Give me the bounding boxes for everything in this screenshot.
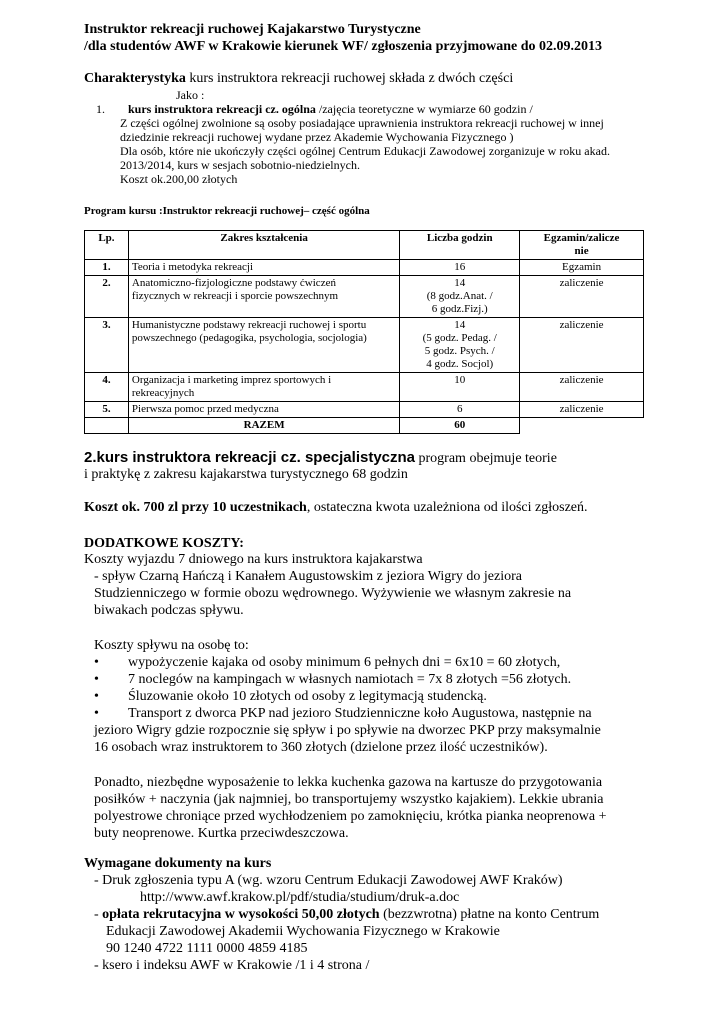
header-zakres: Zakres kształcenia [128, 231, 399, 260]
part-one-note: Dla osób, które nie ukończyły części ogólnej Centrum Edukacji Zawodowej zorganizuje w roku akad. [120, 144, 610, 158]
cell-lp: 2. [85, 276, 129, 318]
cell-zakres [128, 276, 399, 318]
cell-empty [85, 418, 129, 434]
cell-empty [520, 418, 644, 434]
cell-lp: 1. [85, 260, 129, 276]
document-subtitle: /dla studentów AWF w Krakowie kierunek WF/ zgłoszenia przyjmowane do 02.09.2013 [84, 39, 603, 54]
cell-zakres-l1: Pierwsza pomoc przed medyczna [131, 403, 279, 415]
bank-account: 90 1240 4722 1111 0000 4859 4185 [106, 941, 308, 956]
fee-amount: opłata rekrutacyjna w wysokości 50,00 złotych [102, 907, 380, 922]
document-title: Instruktor rekreacji ruchowej Kajakarstwo Turystyczne [84, 22, 421, 37]
cell-godziny [400, 373, 520, 402]
part-two-number: 2. [84, 449, 97, 466]
part-one-note: dziedzinie rekreacji ruchowej wydane przez Akademie Wychowania Fizycznego ) [120, 130, 514, 144]
extra-costs-title: DODATKOWE KOSZTY: [84, 536, 244, 551]
form-url[interactable]: http://www.awf.krakow.pl/pdf/studia/studium/druk-a.doc [140, 890, 460, 905]
cell-godziny-l3: 5 godz. Psych. / [424, 345, 495, 357]
bullet-icon: • [94, 672, 99, 687]
header-egzamin-l1: Egzamin/zalicze [543, 232, 620, 244]
program-title: Program kursu :Instruktor rekreacji ruchowej– część ogólna [84, 205, 370, 217]
cell-egzamin: Egzamin [520, 260, 644, 276]
part-one-line [128, 102, 533, 117]
cell-godziny-l2: (8 godz.Anat. / [426, 290, 493, 302]
cell-zakres [128, 260, 399, 276]
bullet-icon: • [94, 706, 99, 721]
part-one-cost: Koszt ok.200,00 złotych [120, 172, 238, 186]
bullet-icon: • [94, 655, 99, 670]
cell-godziny-l2: (5 godz. Pedag. / [422, 332, 497, 344]
part-one-note: Z części ogólnej zwolnione są osoby posiadające uprawnienia instruktora rekreacji ruchowej w innej [120, 116, 604, 130]
part-two-desc-cont: i praktykę z zakresu kajakarstwa turystycznego 68 godzin [84, 467, 408, 482]
table-row [85, 373, 644, 402]
part-two-title: kurs instruktora rekreacji cz. specjalistyczna [96, 449, 416, 466]
cell-godziny-l4: 4 godz. Socjol) [426, 358, 494, 370]
table-row [85, 260, 644, 276]
cell-godziny [400, 276, 520, 318]
table-row [85, 402, 644, 418]
cell-zakres-l1: Humanistyczne podstawy rekreacji ruchowej i sportu [131, 319, 367, 331]
cell-zakres-l1: Anatomiczno-fizjologiczne podstawy ćwiczeń [131, 277, 336, 289]
part-one-desc: /zajęcia teoretyczne w wymiarze 60 godzin / [315, 102, 533, 116]
cell-godziny-l1: 10 [454, 374, 466, 386]
extra-costs-line: Studzienniczego w formie obozu wędrownego. Wyżywienie we własnym zakresie na [94, 586, 572, 601]
document-item: - ksero i indeksu AWF w Krakowie /1 i 4 strona / [94, 958, 370, 973]
table-total-row [85, 418, 644, 434]
equipment-line: polyestrowe chroniące przed wychłodzeniem po zamoknięciu, krótka pianka neoprenowa + [94, 809, 607, 824]
part-one-title: kurs instruktora rekreacji cz. ogólna [128, 102, 316, 116]
header-egzamin [520, 231, 644, 260]
header-egzamin-l2: nie [574, 245, 589, 257]
cell-godziny-l1: 14 [454, 319, 466, 331]
cell-zakres [128, 373, 399, 402]
characteristics-label: Charakterystyka [84, 71, 186, 86]
documents-title: Wymagane dokumenty na kurs [84, 856, 272, 871]
cell-lp: 3. [85, 318, 129, 373]
header-lp: Lp. [85, 231, 129, 260]
cost-item-cont: jezioro Wigry gdzie rozpocznie się spływ i po spływie na dworzec PKP przy maksymalnie [94, 723, 601, 738]
fee-note: (bezzwrotna) płatne na konto Centrum [379, 907, 600, 922]
cost-item-cont: 16 osobach wraz instruktorem to 360 złotych (dzielone przez ilość uczestników). [94, 740, 548, 755]
equipment-line: posiłków + naczynia (jak najmniej, bo transportujemy wszystko kajakiem). Lekkie ubrania [94, 792, 604, 807]
cell-zakres [128, 318, 399, 373]
program-table [84, 230, 644, 434]
total-label: RAZEM [128, 418, 399, 434]
course-cost-note: , ostateczna kwota uzależniona od ilości zgłoszeń. [306, 500, 588, 515]
cell-egzamin: zaliczenie [520, 318, 644, 373]
document-item [94, 907, 599, 923]
part-one-number: 1. [96, 102, 105, 116]
cell-lp: 5. [85, 402, 129, 418]
cell-egzamin: zaliczenie [520, 276, 644, 318]
part-two-line [84, 449, 557, 467]
fee-dash: - [94, 907, 103, 922]
fee-recipient: Edukacji Zawodowej Akademii Wychowania Fizycznego w Krakowie [106, 924, 500, 939]
per-person-costs-title: Koszty spływu na osobę to: [94, 638, 249, 653]
cell-zakres-l2: fizycznych w rekreacji i sporcie powszechnym [131, 290, 339, 302]
characteristics-text: kurs instruktora rekreacji ruchowej składa z dwóch części [185, 71, 514, 86]
cell-zakres-l1: Teoria i metodyka rekreacji [131, 261, 254, 273]
cell-godziny-l1: 6 [456, 403, 463, 415]
cell-godziny-l3: 6 godz.Fizj.) [431, 303, 488, 315]
document-item: - Druk zgłoszenia typu A (wg. wzoru Centrum Edukacji Zawodowej AWF Kraków) [94, 873, 563, 888]
extra-costs-line: - spływ Czarną Hańczą i Kanałem Augustowskim z jeziora Wigry do jeziora [94, 569, 522, 584]
table-row [85, 318, 644, 373]
jako-label: Jako : [176, 88, 205, 102]
table-header-row [85, 231, 644, 260]
characteristics-line [84, 71, 513, 87]
total-value: 60 [400, 418, 520, 434]
cell-godziny-l1: 14 [454, 277, 466, 289]
cell-zakres [128, 402, 399, 418]
cell-zakres-l2: powszechnego (pedagogika, psychologia, socjologia) [131, 332, 367, 344]
cell-egzamin: zaliczenie [520, 402, 644, 418]
part-one-note: 2013/2014, kurs w sesjach sobotnio-niedzielnych. [120, 158, 360, 172]
header-liczba-godzin: Liczba godzin [400, 231, 520, 260]
course-cost-amount: Koszt ok. 700 zl przy 10 uczestnikach [84, 500, 307, 515]
cell-godziny [400, 260, 520, 276]
cell-godziny [400, 402, 520, 418]
table-row [85, 276, 644, 318]
equipment-line: buty neoprenowe. Kurtka przeciwdeszczowa. [94, 826, 349, 841]
cost-item: 7 noclegów na kampingach w własnych namiotach = 7x 8 złotych =56 złotych. [128, 672, 572, 687]
cell-zakres-l2: rekreacyjnych [131, 387, 195, 399]
cell-egzamin: zaliczenie [520, 373, 644, 402]
part-two-desc: program obejmuje teorie [415, 451, 557, 466]
cost-item: Transport z dworca PKP nad jezioro Studzienniczne koło Augustowa, następnie na [128, 706, 592, 721]
extra-costs-line: biwakach podczas spływu. [94, 603, 244, 618]
bullet-icon: • [94, 689, 99, 704]
cell-godziny-l1: 16 [454, 261, 466, 273]
cell-lp: 4. [85, 373, 129, 402]
cost-item: wypożyczenie kajaka od osoby minimum 6 pełnych dni = 6x10 = 60 złotych, [128, 655, 561, 670]
cell-godziny [400, 318, 520, 373]
cost-item: Śluzowanie około 10 złotych od osoby z legitymacją studencką. [128, 689, 487, 704]
extra-costs-line: Koszty wyjazdu 7 dniowego na kurs instruktora kajakarstwa [84, 552, 423, 567]
course-cost [84, 500, 588, 516]
cell-zakres-l1: Organizacja i marketing imprez sportowych i [131, 374, 332, 386]
equipment-line: Ponadto, niezbędne wyposażenie to lekka kuchenka gazowa na kartusze do przygotowania [94, 775, 603, 790]
